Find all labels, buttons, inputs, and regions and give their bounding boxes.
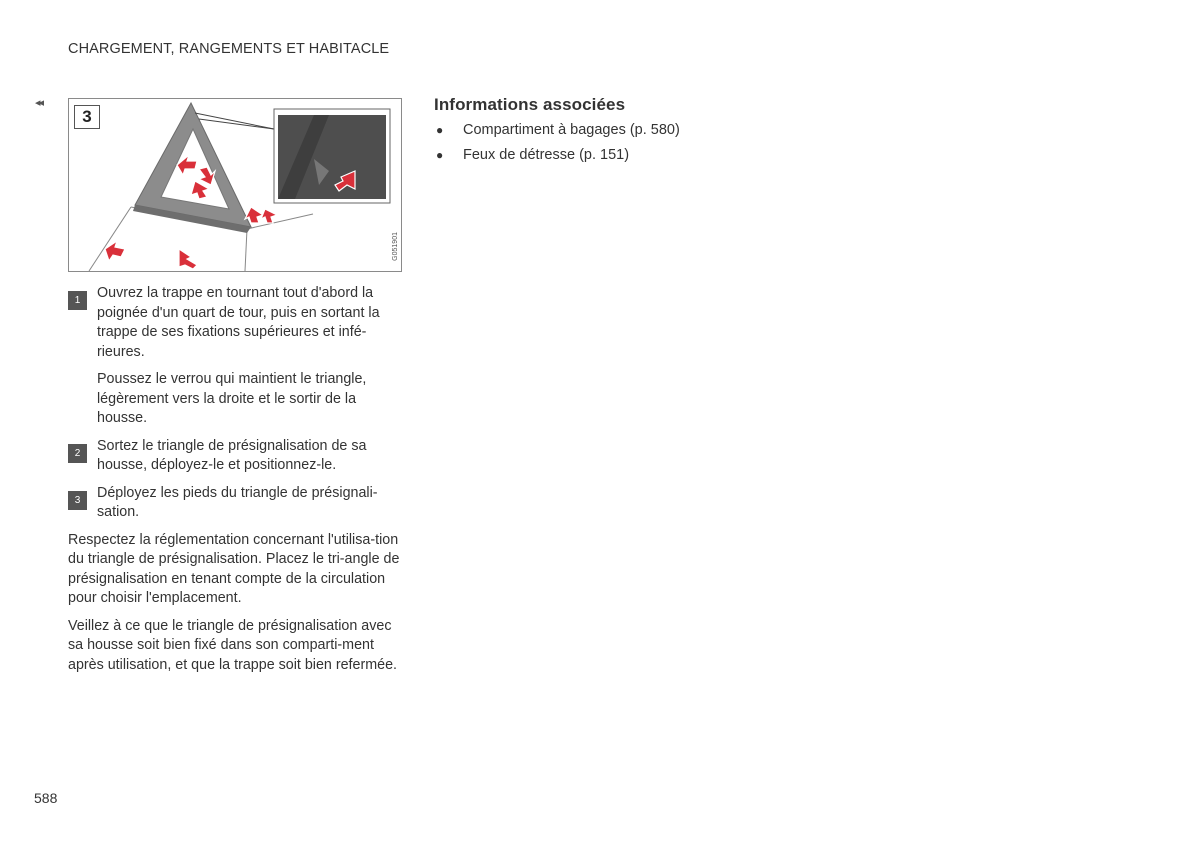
step-item [68,284,400,429]
figure-label-badge: 3 [74,105,100,129]
step-item [68,484,400,523]
figure-code: G051901 [392,232,399,261]
triangle-drawing [69,99,401,271]
continued-marker: ◂◂ [35,97,43,109]
step-text: Ouvrez la trappe en tournant tout d'abord la poignée d'un quart de tour, puis en sortant la trappe de ses fixations supérieures et infé-rieures. [97,285,380,360]
triangle-illustration [68,98,402,272]
related-info-section [434,95,774,168]
step-number-badge: 1 [68,291,87,310]
body-paragraph: Veillez à ce que le triangle de présignalisation avec sa housse soit bien fixé dans son comparti-ment après utilisation, et que la trappe soit bien refermée. [68,617,398,673]
bullet-icon: ● [436,123,444,137]
instructions-column [68,284,400,683]
related-link[interactable] [434,143,774,168]
step-number-badge: 2 [68,444,87,463]
step-number-badge: 3 [68,491,87,510]
related-link[interactable] [434,118,774,143]
related-link-label: Compartiment à bagages (p. 580) [463,122,680,138]
bullet-icon: ● [436,148,444,162]
body-paragraph: Respectez la réglementation concernant l'utilisa-tion du triangle de présignalisation. Placez le tri-angle de présignalisation en tenant compte de la circulation pour choisir l'emplacement. [68,531,400,606]
related-info-title: Informations associées [434,95,626,114]
step-text: Poussez le verrou qui maintient le triangle, légèrement vers la droite et le sortir de la housse. [97,371,367,426]
step-text: Sortez le triangle de présignalisation de sa housse, déployez-le et positionnez-le. [97,437,367,473]
step-item [68,437,400,476]
related-links-list [434,118,774,168]
page-number: 588 [34,790,58,806]
section-header: CHARGEMENT, RANGEMENTS ET HABITACLE [68,41,390,57]
related-link-label: Feux de détresse (p. 151) [463,147,630,163]
step-text: Déployez les pieds du triangle de présignali-sation. [97,484,378,520]
